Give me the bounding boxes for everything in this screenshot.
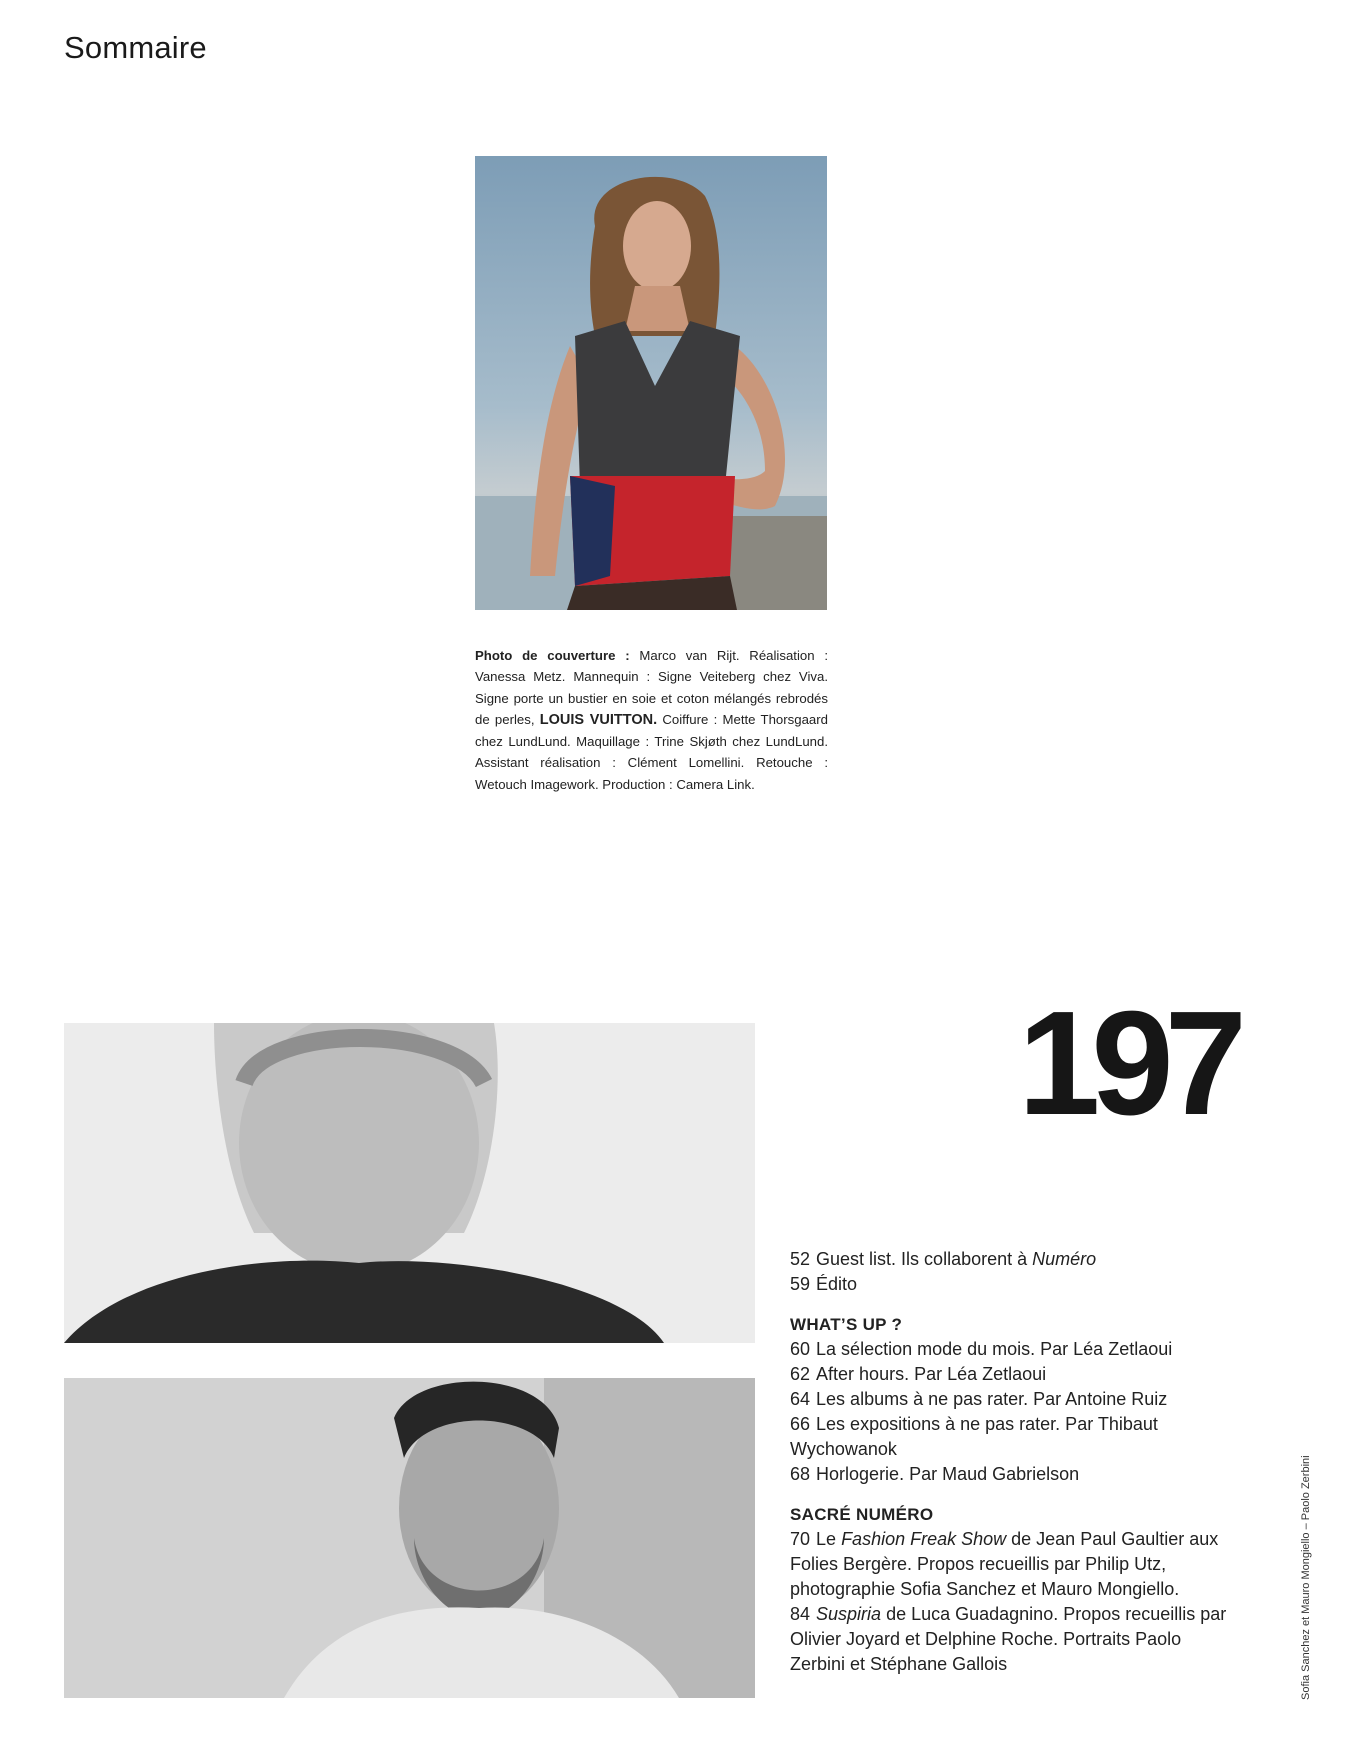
contents-entry-84	[790, 1602, 1240, 1677]
page-number: 59	[790, 1274, 811, 1294]
issue-number: 197	[1018, 981, 1238, 1146]
entry-text: Horlogerie. Par Maud Gabrielson	[816, 1464, 1080, 1484]
portrait-photo-top	[64, 1023, 755, 1343]
entry-italic: Numéro	[1032, 1249, 1097, 1269]
contents-entry-68	[790, 1462, 1240, 1487]
table-of-contents	[790, 1247, 1240, 1677]
page-number: 84	[790, 1604, 811, 1624]
entry-text-after: de Luca Guadagnino. Propos recueillis par Olivier Joyard et Delphine Roche. Portraits Paolo Zerbini et Stéphane Gallois	[790, 1604, 1227, 1674]
contents-entry-64	[790, 1387, 1240, 1412]
section-heading-sacre-numero: SACRÉ NUMÉRO	[790, 1505, 934, 1524]
contents-entry-52	[790, 1247, 1240, 1272]
entry-italic: Fashion Freak Show	[841, 1529, 1007, 1549]
entry-text: Les expositions à ne pas rater. Par Thibaut Wychowanok	[790, 1414, 1158, 1459]
contents-entry-70	[790, 1527, 1240, 1602]
page-number: 64	[790, 1389, 811, 1409]
cover-photo	[475, 156, 827, 610]
page-number: 68	[790, 1464, 811, 1484]
page-number: 70	[790, 1529, 811, 1549]
entry-text: Édito	[816, 1274, 858, 1294]
entry-text-after: de Jean Paul Gaultier aux Folies Bergère. Propos recueillis par Philip Utz, photographie Sofia Sanchez et Mauro Mongiello.	[790, 1529, 1219, 1599]
entry-text: Les albums à ne pas rater. Par Antoine Ruiz	[816, 1389, 1168, 1409]
contents-entry-66	[790, 1412, 1240, 1462]
entry-text: La sélection mode du mois. Par Léa Zetlaoui	[816, 1339, 1173, 1359]
entry-text: After hours. Par Léa Zetlaoui	[816, 1364, 1047, 1384]
contents-entry-59	[790, 1272, 1240, 1297]
portrait-photo-bottom	[64, 1378, 755, 1698]
cover-credit-label: Photo de couverture :	[475, 648, 630, 663]
page-number: 52	[790, 1249, 811, 1269]
page-number: 62	[790, 1364, 811, 1384]
entry-text: Le	[816, 1529, 842, 1549]
page-number: 60	[790, 1339, 811, 1359]
entry-text: Guest list. Ils collaborent à	[816, 1249, 1033, 1269]
page-number: 66	[790, 1414, 811, 1434]
section-heading-whats-up: WHAT’S UP ?	[790, 1315, 903, 1334]
page-title: Sommaire	[64, 30, 207, 65]
contents-entry-62	[790, 1362, 1240, 1387]
cover-credit	[475, 645, 828, 795]
contents-entry-60	[790, 1337, 1240, 1362]
cover-credit-text: Marco van Rijt. Réalisation : Vanessa Metz. Mannequin : Signe Veiteberg chez Viva. Signe porte un bustier en soie et coton mélangés rebrodés de perles,	[475, 648, 828, 727]
photo-credit-vertical: Sofia Sanchez et Mauro Mongiello – Paolo Zerbini	[1300, 1455, 1312, 1700]
cover-credit-brand: LOUIS VUITTON.	[539, 711, 658, 728]
cover-credit-text-2: Coiffure : Mette Thorsgaard chez LundLund. Maquillage : Trine Skjøth chez LundLund. Assistant réalisation : Clément Lomellini. Retouche : Wetouch Imagework. Production : Camera Link.	[475, 711, 828, 792]
entry-italic: Suspiria	[816, 1604, 882, 1624]
